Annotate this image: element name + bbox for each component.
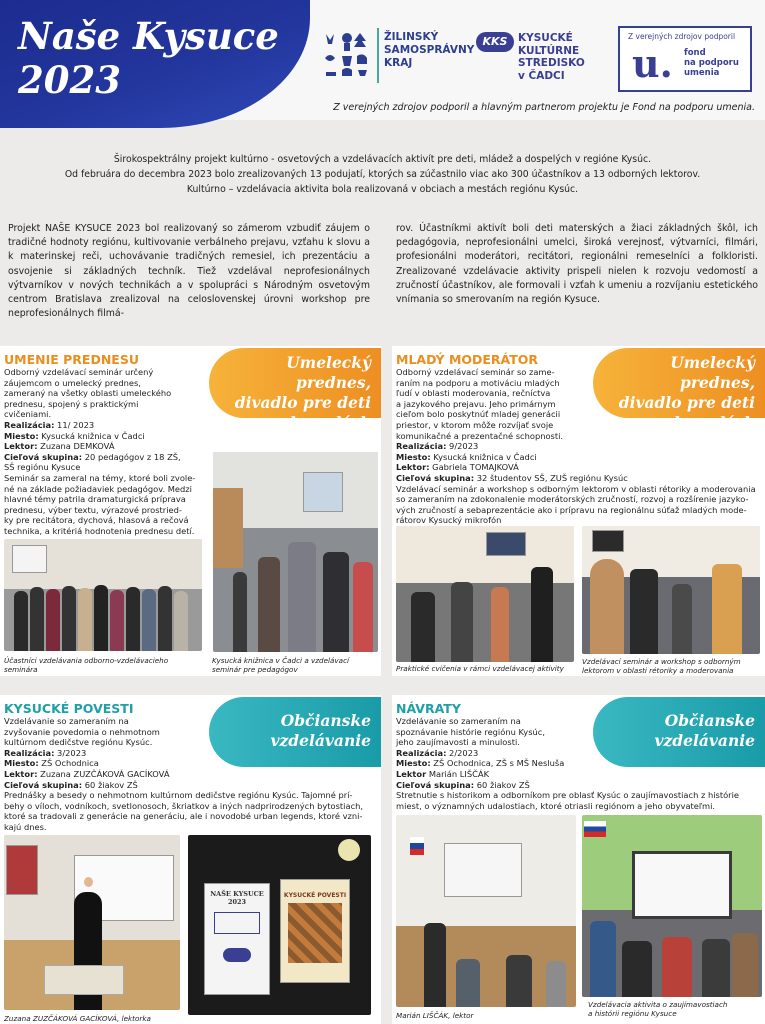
field-key: Realizácia: xyxy=(4,747,55,758)
kks-line-4: v ČADCI xyxy=(518,69,565,82)
lecturer-row xyxy=(4,769,363,780)
kks-line-2: KULTÚRNE xyxy=(518,44,580,57)
intro-line-2: Od februára do decembra 2023 bolo zrealizovaných 13 podujatí, ktorých sa zúčastnilo viac ako 300 účastníkov a 13 odborných lektorov. xyxy=(64,169,701,180)
coat-of-arms-icon xyxy=(322,30,372,78)
field-value: 9/2023 xyxy=(446,441,479,452)
desc-line: Odborný vzdelávací seminár so zame- xyxy=(396,367,555,377)
field-key: Miesto: xyxy=(396,451,431,462)
realization-row xyxy=(4,748,363,759)
ribbon-line-2: vzdelávanie xyxy=(270,731,371,750)
caption-line: Praktické cvičenia v rámci vzdelávacej aktivity xyxy=(396,664,564,673)
page-title xyxy=(18,14,279,102)
caption-line: Vzdelávacia aktivita o zaujímavostiach xyxy=(588,1000,728,1009)
text-line: behy o víloch, vodníkoch, svetlonosoch, škriatkov a iných nadprirodzených bytostiach, xyxy=(4,800,364,811)
field-key: Lektor: xyxy=(396,462,430,473)
text-line: ky pre recitátora, dychová, hlasová a rečová xyxy=(4,515,189,526)
kks-logo xyxy=(476,30,596,92)
header xyxy=(0,0,765,120)
photo-caption xyxy=(212,656,381,674)
kks-line-3: STREDISKO xyxy=(518,57,585,69)
caption-line: a histórii regiónu Kysuce xyxy=(588,1009,677,1018)
text-line: Seminár sa zameral na témy, ktoré boli zvole- xyxy=(4,472,196,483)
place-row xyxy=(4,758,363,769)
ribbon-line-1: Občianske xyxy=(280,711,371,730)
desc-line: zameraný na všetky oblasti umeleckého xyxy=(4,388,172,399)
photo-caption xyxy=(4,1014,184,1023)
desc-line: ľudí v oblasti moderovania, rečníctva xyxy=(396,388,551,399)
fpu-line-1: fond xyxy=(684,48,706,58)
photo-library-seminar xyxy=(213,452,378,652)
text-line: hlavné témy patrila dramaturgická príprava xyxy=(4,494,186,505)
place-row xyxy=(396,452,756,463)
text-line: Stretnutie s historikom a odborníkom pre oblasť Kysúc o zaujímavostiach z histórie xyxy=(396,790,739,801)
text-line: technika, a kritériá hodnotenia prednesu detí. xyxy=(4,525,195,536)
field-value: Marián LIŠČÁK xyxy=(426,768,490,779)
fpu-text xyxy=(684,48,739,78)
field-value: 20 pedagógov z 18 ZŠ, xyxy=(82,451,181,462)
ribbon-line-2: divadlo pre deti xyxy=(234,393,371,412)
ribbon-text xyxy=(209,353,371,433)
fpu-line-3: umenia xyxy=(684,68,720,78)
field-value: 32 študentov SŠ, ZUŠ regiónu Kysúc xyxy=(474,472,628,483)
field-value: 11/ 2023 xyxy=(54,419,95,430)
realization-row xyxy=(396,748,739,759)
zilinsky-kraj-logo xyxy=(322,28,475,84)
ribbon-line-1: Umelecký prednes, xyxy=(670,353,755,392)
kks-text xyxy=(518,32,585,82)
photo-historian xyxy=(396,815,576,1007)
realization-row xyxy=(4,420,195,431)
lecturer-row xyxy=(396,769,739,780)
category-ribbon xyxy=(209,348,381,432)
poster-title: KYSUCKÉ POVESTI xyxy=(283,892,347,899)
field-value: Zuzana ZUZČÁKOVÁ GACÍKOVÁ xyxy=(37,768,170,779)
text-line: so zameraním na zdokonalenie moderátorských zručností, rozvoj a rozšírenie jazyko- xyxy=(396,494,749,505)
ribbon-line-3: a dospelých xyxy=(653,413,755,432)
field-value: 3/2023 xyxy=(54,747,87,758)
intro-line-3: Kultúrno – vzdelávacia aktivita bola realizovaná v obciach a mestách regiónu Kysúc. xyxy=(186,184,579,195)
desc-line: spoznávanie histórie regiónu Kysúc, xyxy=(396,726,545,737)
ribbon-line-3: a dospelých xyxy=(269,413,371,432)
field-key: Realizácia: xyxy=(396,441,447,452)
field-value: Zuzana DEMKOVÁ xyxy=(37,441,115,452)
card-umenie-prednesu xyxy=(0,346,381,676)
caption-line: lektorom v oblasti rétoriky a moderovania xyxy=(582,666,734,675)
photo-caption xyxy=(588,1000,764,1018)
place-row xyxy=(4,431,195,442)
card-title: KYSUCKÉ POVESTI xyxy=(4,701,134,716)
kks-line-1: KYSUCKÉ xyxy=(518,32,573,44)
card-navraty xyxy=(392,695,765,1024)
desc-line: a jazykového prejavu. Jeho primárnym xyxy=(396,398,556,409)
photo-caption xyxy=(582,657,762,675)
fpu-letter: u. xyxy=(632,41,673,86)
desc-line: Odborný vzdelávací seminár určený xyxy=(4,367,154,377)
card-title: UMENIE PREDNESU xyxy=(4,352,139,367)
card-body xyxy=(396,716,739,811)
poster-title: NAŠE KYSUCE 2023 xyxy=(210,890,264,906)
caption-line: seminára xyxy=(4,665,38,674)
caption-line: Marián LIŠČÁK, lektor xyxy=(396,1011,474,1020)
text-line: rátorov Kysucký mikrofón xyxy=(396,515,502,526)
target-row xyxy=(4,452,195,463)
desc-line: záujemcom o umelecký prednes, xyxy=(4,377,141,388)
card-title: NÁVRATY xyxy=(396,701,461,716)
text-line: Vzdelávací seminár a workshop s odborným lektorom v oblasti rétoriky a moderovania xyxy=(396,483,756,494)
card-title: MLADÝ MODERÁTOR xyxy=(396,352,539,367)
field-key: Realizácia: xyxy=(4,419,55,430)
field-key: Lektor: xyxy=(4,768,38,779)
desc-line: priestor, v ktorom môže rozvíjať svoje xyxy=(396,419,554,430)
text-line: vých zručností a sebaprezentácie ako i prípravu na regionálnu súťaž mladých mode- xyxy=(396,504,747,515)
field-key: Cieľová skupina: xyxy=(4,779,83,790)
ribbon-line-2: divadlo pre deti xyxy=(618,393,755,412)
place-row xyxy=(396,758,739,769)
target-row-cont: SŠ regiónu Kysuce xyxy=(4,462,81,473)
support-line: Z verejných zdrojov podporil a hlavným partnerom projektu je Fond na podporu umenia. xyxy=(333,102,755,113)
zsk-divider xyxy=(377,28,379,83)
text-line: né na základe požiadaviek pedagógov. Medzi xyxy=(4,483,192,494)
intro-line-1: Širokospektrálny projekt kultúrno - osvetových a vzdelávacích aktivít pre deti, mládež a dospelých v regióne Kysúc. xyxy=(113,154,652,165)
field-key: Miesto: xyxy=(396,758,431,769)
photo-caption xyxy=(396,664,576,673)
lead-right: rov. Účastníkmi aktivít boli deti materských a žiaci základných škôl, ich pedagógovia, neprofesionálni umelci, široká verejnosť, výtvarníci, filmári, profesionálni moderátori, recitátori, regionálni remeselníci a folkloristi. Zrealizované vzdelávacie aktivity prispeli nielen k rozvoju vedomostí a zručností účastníkov, ale formovali i vzťah k umeniu a rozvíjaniu estetického vnímania so smerovaním na región Kysuce. xyxy=(396,223,758,306)
desc-line: cvičeniami. xyxy=(4,409,52,420)
photo-classroom xyxy=(582,815,762,997)
lecturer-row xyxy=(396,462,756,473)
text-line: Prednášky a besedy o nehmotnom kultúrnom dedičstve regiónu Kysúc. Tajomné prí- xyxy=(4,790,353,801)
field-value: Kysucká knižnica v Čadci xyxy=(38,430,145,441)
title-line-2: 2023 xyxy=(18,58,121,102)
kks-badge: KKS xyxy=(476,32,514,52)
fpu-logo xyxy=(618,26,752,92)
target-row xyxy=(4,780,363,791)
desc-line: Vzdelávanie so zameraním na xyxy=(4,716,129,726)
field-key: Miesto: xyxy=(4,758,39,769)
fpu-line-2: na podporu xyxy=(684,58,739,68)
lead-left: Projekt NAŠE KYSUCE 2023 bol realizovaný so zámerom vzbudiť záujem o tradičné hodnoty regiónu, kultivovanie verbálneho prejavu, vzťahu k slovu a k materinskej reči, uchovávanie tradičných remesiel, ich prezentáciu a osvojenie si základných techník. Tiež vzdelával neprofesionálnych výtvarníkov v nových technikách a v spolupráci s Národným osvetovým centrom Bratislava zrealizoval na celoslovenskej úrovni workshop pre neprofesionálnych filmá- xyxy=(8,223,370,320)
zsk-line-2: SAMOSPRÁVNY xyxy=(384,44,475,56)
field-key: Cieľová skupina: xyxy=(4,451,83,462)
text-line: prednesu, výber textu, výrazové prostried- xyxy=(4,504,182,515)
desc-line: komunikačné a prezentačné schopnosti. xyxy=(396,430,564,441)
caption-line: Účastníci vzdelávania odborno-vzdelávacieho xyxy=(4,656,169,665)
desc-line: prednesu, spojený s praktickými xyxy=(4,398,139,409)
photo-caption xyxy=(4,656,204,674)
desc-line: kultúrnom dedičstve regiónu Kysúc. xyxy=(4,737,153,748)
card-body xyxy=(4,716,363,833)
caption-line: Zuzana ZUZČÁKOVÁ GACÍKOVÁ, lektorka xyxy=(4,1014,151,1023)
field-key: Cieľová skupina: xyxy=(396,779,475,790)
title-line-1: Naše Kysuce xyxy=(18,14,279,58)
desc-line: cieľom bolo poskytnúť mladej generácii xyxy=(396,409,561,420)
field-value: ZŠ Ochodnica, ZŠ s MŠ Nesluša xyxy=(430,758,565,769)
desc-line: zvyšovanie povedomia o nehmotnom xyxy=(4,726,160,737)
field-key: Cieľová skupina: xyxy=(396,472,475,483)
photo-participants xyxy=(4,539,202,651)
field-value: 60 žiakov ZŠ xyxy=(82,779,138,790)
caption-line: seminár pre pedagógov xyxy=(212,665,298,674)
photo-posters xyxy=(188,835,371,1015)
text-line: kajú dnes. xyxy=(4,821,47,832)
intro xyxy=(60,152,705,197)
ribbon-line-2: vzdelávanie xyxy=(654,731,755,750)
field-key: Lektor: xyxy=(4,441,38,452)
lecturer-row xyxy=(4,441,195,452)
field-key: Realizácia: xyxy=(396,747,447,758)
caption-line: Vzdelávací seminár a workshop s odborným xyxy=(582,657,741,666)
text-line: miest, o významných udalostiach, ktoré otriasli regiónom a jeho obyvateľmi. xyxy=(396,800,716,811)
field-key: Lektor xyxy=(396,768,427,779)
field-value: 2/2023 xyxy=(446,747,479,758)
photo-lecturer xyxy=(4,835,180,1010)
card-mlady-moderator xyxy=(392,346,765,676)
caption-line: Kysucká knižnica v Čadci a vzdelávací xyxy=(212,656,350,665)
photo-practical-exercise xyxy=(396,526,574,662)
field-value: Gabriela TOMAJKOVÁ xyxy=(429,462,519,473)
card-kysucke-povesti xyxy=(0,695,381,1024)
desc-line: Vzdelávanie so zameraním na xyxy=(396,716,521,726)
photo-caption xyxy=(396,1011,576,1020)
card-body xyxy=(4,367,195,537)
ribbon-line-1: Umelecký prednes, xyxy=(286,353,371,392)
fpu-top-text: Z verejných zdrojov podporil xyxy=(628,32,736,41)
target-row xyxy=(396,780,739,791)
realization-row xyxy=(396,441,756,452)
target-row xyxy=(396,473,756,484)
field-value: Kysucká knižnica v Čadci xyxy=(430,451,537,462)
ribbon-line-1: Občianske xyxy=(664,711,755,730)
photo-workshop xyxy=(582,526,760,654)
field-value: 60 žiakov ZŠ xyxy=(474,779,530,790)
field-key: Miesto: xyxy=(4,430,39,441)
desc-line: jeho zaujímavosti a minulosti. xyxy=(396,737,520,748)
card-body xyxy=(396,367,756,526)
field-value: ZŠ Ochodnica xyxy=(38,758,99,769)
zsk-text xyxy=(384,31,474,70)
desc-line: raním na podporu a motiváciu mladých xyxy=(396,377,560,388)
text-line: ktoré sa tradovali z generácie na generáciu, ale i novodobé urban legends, ktoré vzni- xyxy=(4,811,363,822)
zsk-line-3: KRAJ xyxy=(384,57,413,69)
zsk-line-1: ŽILINSKÝ xyxy=(384,31,439,43)
